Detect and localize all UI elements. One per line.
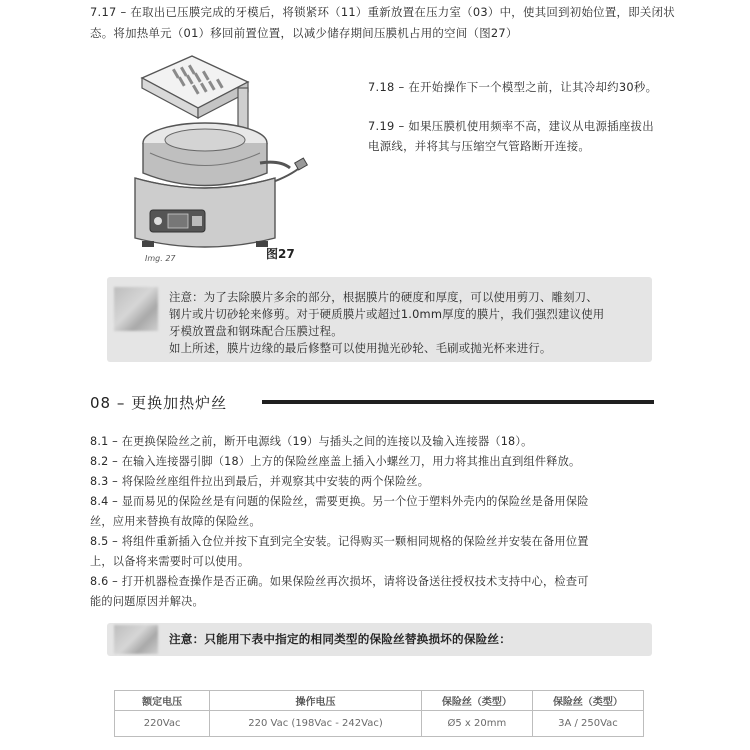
step-8-1: 8.1 – 在更换保险丝之前，断开电源线（19）与插头之间的连接以及输入连接器（18）。 — [90, 435, 533, 448]
step-7-17: 7.17 – 在取出已压膜完成的牙模后，将锁紧环（11）重新放置在压力室（03）中，使其回到初始位置，即关闭状态。将加热单元（01）移回前置位置，以减少储存期间压膜机占用的空间（图27） — [90, 5, 675, 40]
step-8-3: 8.3 – 将保险丝座组件拉出到最后，并观察其中安装的两个保险丝。 — [90, 475, 430, 488]
notice-line: 钢片或片切砂轮来修剪。对于硬质膜片或超过1.0mm厚度的膜片，我们强烈建议使用 — [169, 307, 605, 321]
fuse-notice-text: 注意：只能用下表中指定的相同类型的保险丝替换损坏的保险丝： — [169, 632, 512, 646]
table-header-cell: 保险丝（类型） — [421, 691, 532, 711]
notice-icon — [114, 287, 158, 331]
step-7-18: 7.18 – 在开始操作下一个模型之前，让其冷却约30秒。 — [368, 80, 658, 94]
table-header-row — [115, 691, 644, 711]
table-header-cell: 额定电压 — [115, 691, 210, 711]
table-header-cell: 保险丝（类型） — [532, 691, 643, 711]
fuse-spec-table — [114, 690, 644, 737]
notice-line: 注意：为了去除膜片多余的部分，根据膜片的硬度和厚度，可以使用剪刀、雕刻刀、 — [169, 290, 598, 304]
table-header-cell: 操作电压 — [210, 691, 422, 711]
figure-caption: Img. 27 — [145, 254, 176, 263]
notice-line: 牙模放置盘和钢珠配合压膜过程。 — [169, 324, 343, 338]
step-8-4: 8.4 – 显而易见的保险丝是有问题的保险丝，需要更换。另一个位于塑料外壳内的保险丝是备用保险 — [90, 495, 589, 508]
step-7-19-line2: 电源线，并将其与压缩空气管路断开连接。 — [368, 139, 591, 153]
step-8-4-cont: 丝，应用来替换有故障的保险丝。 — [90, 515, 261, 528]
thermoforming-machine-illustration — [120, 48, 315, 263]
fuse-notice — [107, 623, 652, 656]
table-row — [115, 711, 644, 737]
step-8-6: 8.6 – 打开机器检查操作是否正确。如果保险丝再次损坏，请将设备送往授权技术支持中心，检查可 — [90, 575, 589, 588]
table-cell: Ø5 x 20mm — [421, 711, 532, 737]
step-8-5: 8.5 – 将组件重新插入仓位并按下直到完全安装。记得购买一颗相同规格的保险丝并安装在备用位置 — [90, 535, 589, 548]
figure-label: 图27 — [266, 247, 295, 261]
step-7-19-line1: 7.19 – 如果压膜机使用频率不高，建议从电源插座拔出 — [368, 119, 654, 133]
table-cell: 220 Vac (198Vac - 242Vac) — [210, 711, 422, 737]
table-cell: 3A / 250Vac — [532, 711, 643, 737]
notice-icon — [114, 625, 158, 654]
step-8-6-cont: 能的问题原因并解决。 — [90, 595, 204, 608]
notice-line: 如上所述，膜片边缘的最后修整可以使用抛光砂轮、毛刷或抛光杯来进行。 — [169, 341, 552, 355]
step-8-5-cont: 上，以备将来需要时可以使用。 — [90, 555, 250, 568]
heading-rule — [262, 400, 654, 404]
table-cell: 220Vac — [115, 711, 210, 737]
trimming-notice — [107, 277, 652, 362]
section-heading: 08 – 更换加热炉丝 — [90, 394, 228, 412]
step-8-2: 8.2 – 在输入连接器引脚（18）上方的保险丝座盖上插入小螺丝刀，用力将其推出直到组件释放。 — [90, 455, 581, 468]
